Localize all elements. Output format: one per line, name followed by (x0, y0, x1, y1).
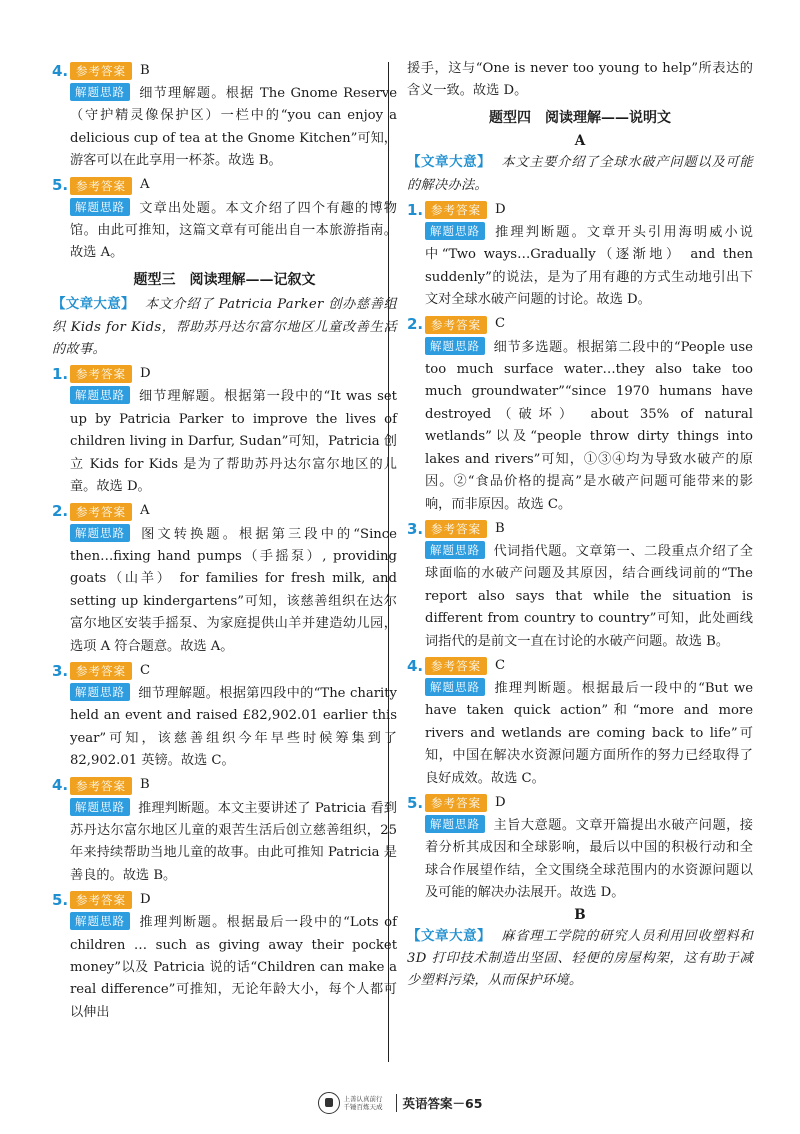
question-head (407, 654, 753, 678)
answer-tag: 参考答案 (70, 503, 132, 521)
section-title: 题型四 阅读理解——说明文 (489, 109, 671, 126)
question-head (52, 500, 397, 524)
question-number: 5. (52, 890, 69, 909)
passage-label: B (574, 906, 586, 923)
answer-tag: 参考答案 (70, 177, 132, 195)
solution-paragraph (52, 798, 397, 888)
page-footer (0, 1088, 800, 1118)
solution-tag: 解题思路 (425, 337, 485, 355)
question-list (52, 362, 397, 1024)
solution-paragraph (407, 815, 753, 905)
solution-text: 图文转换题。根据第三段中的“Since then…fixing hand pumps（手摇泵）, providing goats（山羊） for families for fresh milk, and setting up kindergartens”可知，该慈善组织在达尔富尔地区安装手摇泵、为家庭提供山羊并建造幼儿园，选项 A 符合题意。故选 A。 (70, 526, 397, 654)
solution-tag: 解题思路 (70, 83, 130, 101)
solution-paragraph (52, 683, 397, 773)
question-head (52, 659, 397, 683)
summary-text: 本文主要介绍了全球水破产问题以及可能的解决办法。 (407, 155, 753, 193)
page-label: 英语答案－65 (402, 1096, 483, 1111)
question-number: 1. (52, 365, 69, 384)
solution-text: 推理判断题。本文主要讲述了 Patricia 看到苏丹达尔富尔地区儿童的艰苦生活后创立慈善组织，25 年来持续帮助当地儿童的故事。由此可推知 Patricia 是善良的。故选 B。 (70, 800, 397, 883)
question-head (52, 174, 397, 198)
answer-value: A (140, 177, 150, 193)
summary-tag: 【文章大意】 (52, 296, 135, 313)
answer-value: B (495, 520, 505, 536)
solution-tag: 解题思路 (70, 912, 130, 930)
question-number: 5. (52, 176, 69, 195)
passage-label: A (574, 133, 586, 150)
answer-value: D (140, 366, 151, 382)
solution-tag: 解题思路 (70, 386, 130, 404)
solution-paragraph (52, 912, 397, 1024)
answer-value: D (495, 201, 506, 217)
answer-value: C (140, 662, 151, 678)
answer-value: B (140, 777, 150, 793)
question-number: 4. (52, 61, 69, 80)
answer-value: D (140, 891, 151, 907)
solution-tag: 解题思路 (425, 541, 485, 559)
answer-value: C (495, 316, 506, 332)
article-summary (407, 925, 753, 993)
question-list (407, 198, 753, 905)
continuation-text: 援手，这与“One is never too young to help”所表达的含义一致。故选 D。 (407, 61, 753, 99)
summary-tag: 【文章大意】 (407, 154, 492, 171)
question-number: 3. (407, 519, 424, 538)
answer-value: D (495, 794, 506, 810)
logo-text: 上善认真前行 千锤百炼天成 (343, 1095, 383, 1111)
solution-tag: 解题思路 (70, 683, 130, 701)
answer-tag: 参考答案 (70, 662, 132, 680)
summary-tag: 【文章大意】 (407, 927, 492, 944)
solution-paragraph (407, 678, 753, 790)
solution-paragraph (52, 198, 397, 265)
answer-tag: 参考答案 (425, 520, 487, 538)
question-head (407, 517, 753, 541)
answer-value: A (140, 503, 150, 519)
question-head (407, 791, 753, 815)
question-head (52, 888, 397, 912)
solution-text: 代词指代题。文章第一、二段重点介绍了全球面临的水破产问题及其原因，结合画线词前的“The report also says that while the situation is different from country to country”可知，此处画线词指代的是前文一直在讨论的水破产问题。故选 B。 (425, 543, 753, 649)
solution-tag: 解题思路 (425, 815, 485, 833)
answer-tag: 参考答案 (70, 62, 132, 80)
solution-tag: 解题思路 (70, 198, 130, 216)
answer-tag: 参考答案 (70, 777, 132, 795)
solution-text: 推理判断题。根据最后一段中的“But we have taken quick action”和“more and more rivers and wetlands are coming back to life”可知，中国在解决水资源问题方面所作的努力已经取得了良好成效。故选 C。 (425, 680, 753, 786)
section-title: 题型三 阅读理解——记叙文 (133, 271, 316, 288)
solution-paragraph (52, 386, 397, 498)
left-column (52, 58, 397, 1024)
question-number: 1. (407, 200, 424, 219)
solution-tag: 解题思路 (70, 798, 130, 816)
article-summary (52, 293, 397, 361)
answer-tag: 参考答案 (425, 657, 487, 675)
answer-tag: 参考答案 (425, 794, 487, 812)
solution-text: 细节理解题。根据第四段中的“The charity held an event and raised £82,902.01 earlier this year”可知，该慈善组织今年早些时候筹集到了 82,902.01 英镑。故选 C。 (70, 685, 397, 769)
solution-paragraph (407, 222, 753, 312)
solution-text: 细节理解题。根据第一段中的“It was set up by Patricia Parker to improve the lives of children living in Darfur, Sudan”可知，Patricia 创立 Kids for Kids 是为了帮助苏丹达尔富尔地区的儿童。故选 D。 (70, 389, 397, 495)
answer-value: C (495, 657, 506, 673)
question-head (52, 59, 397, 83)
solution-paragraph (407, 337, 753, 516)
solution-tag: 解题思路 (70, 524, 130, 542)
solution-text: 主旨大意题。文章开篇提出水破产问题，接着分析其成因和全球影响，最后以中国的积极行动和全球合作展望作结，全文围绕全球范围内的水资源问题以及可能的解决办法展开。故选 D。 (425, 817, 753, 901)
publisher-logo-icon (318, 1092, 340, 1114)
question-head (407, 198, 753, 222)
footer-divider (396, 1094, 397, 1112)
question-number: 5. (407, 793, 424, 812)
solution-text: 细节理解题。根据 The Gnome Reserve（守护精灵像保护区）一栏中的“you can enjoy a delicious cup of tea at the Gnome Kitchen”可知，游客可以在此享用一杯茶。故选 B。 (70, 86, 397, 169)
solution-tag: 解题思路 (425, 678, 485, 696)
question-number: 4. (407, 656, 424, 675)
right-column (407, 58, 753, 993)
answer-tag: 参考答案 (70, 891, 132, 909)
summary-text: 本文介绍了 Patricia Parker 创办慈善组织 Kids for Kids，帮助苏丹达尔富尔地区儿童改善生活的故事。 (52, 297, 397, 358)
question-number: 3. (52, 661, 69, 680)
answer-tag: 参考答案 (425, 316, 487, 334)
summary-text: 麻省理工学院的研究人员利用回收塑料和 3D 打印技术制造出坚固、轻便的房屋构架，这有助于减少塑料污染，从而保护环境。 (407, 928, 753, 989)
answer-tag: 参考答案 (425, 201, 487, 219)
question-number: 4. (52, 776, 69, 795)
solution-text: 细节多选题。根据第二段中的“People use too much surface water…they also take too much groundwater”“since 1970 humans have destroyed（破坏） about 35% of natural wetlands”以及“people throw dirty things into lakes and rivers”可知，①③④均为导致水破产的原因。②“食品价格的提高”是水破产问题可能带来的影响，而非原因。故选 C。 (425, 339, 753, 512)
answer-tag: 参考答案 (70, 365, 132, 383)
solution-text: 推理判断题。根据最后一段中的“Lots of children … such as giving away their pocket money”以及 Patricia 说的话“Children can make a real difference”可推知，无论年龄大小，每个人都可以伸出 (70, 915, 397, 1020)
answer-value: B (140, 62, 150, 78)
article-summary (407, 151, 753, 197)
question-number: 2. (52, 502, 69, 521)
question-head (52, 362, 397, 386)
question-head (52, 774, 397, 798)
question-head (407, 313, 753, 337)
solution-paragraph (52, 524, 397, 658)
question-number: 2. (407, 315, 424, 334)
solution-text: 文章出处题。本文介绍了四个有趣的博物馆。由此可推知，这篇文章有可能出自一本旅游指南。故选 A。 (70, 200, 397, 261)
solution-text: 推理判断题。文章开头引用海明威小说中“Two ways…Gradually（逐渐地） and then suddenly”的说法，是为了用有趣的方式生动地引出下文对全球水破产问题的讨论。故选 D。 (425, 225, 753, 308)
solution-paragraph (52, 83, 397, 173)
solution-tag: 解题思路 (425, 222, 485, 240)
solution-paragraph (407, 541, 753, 653)
